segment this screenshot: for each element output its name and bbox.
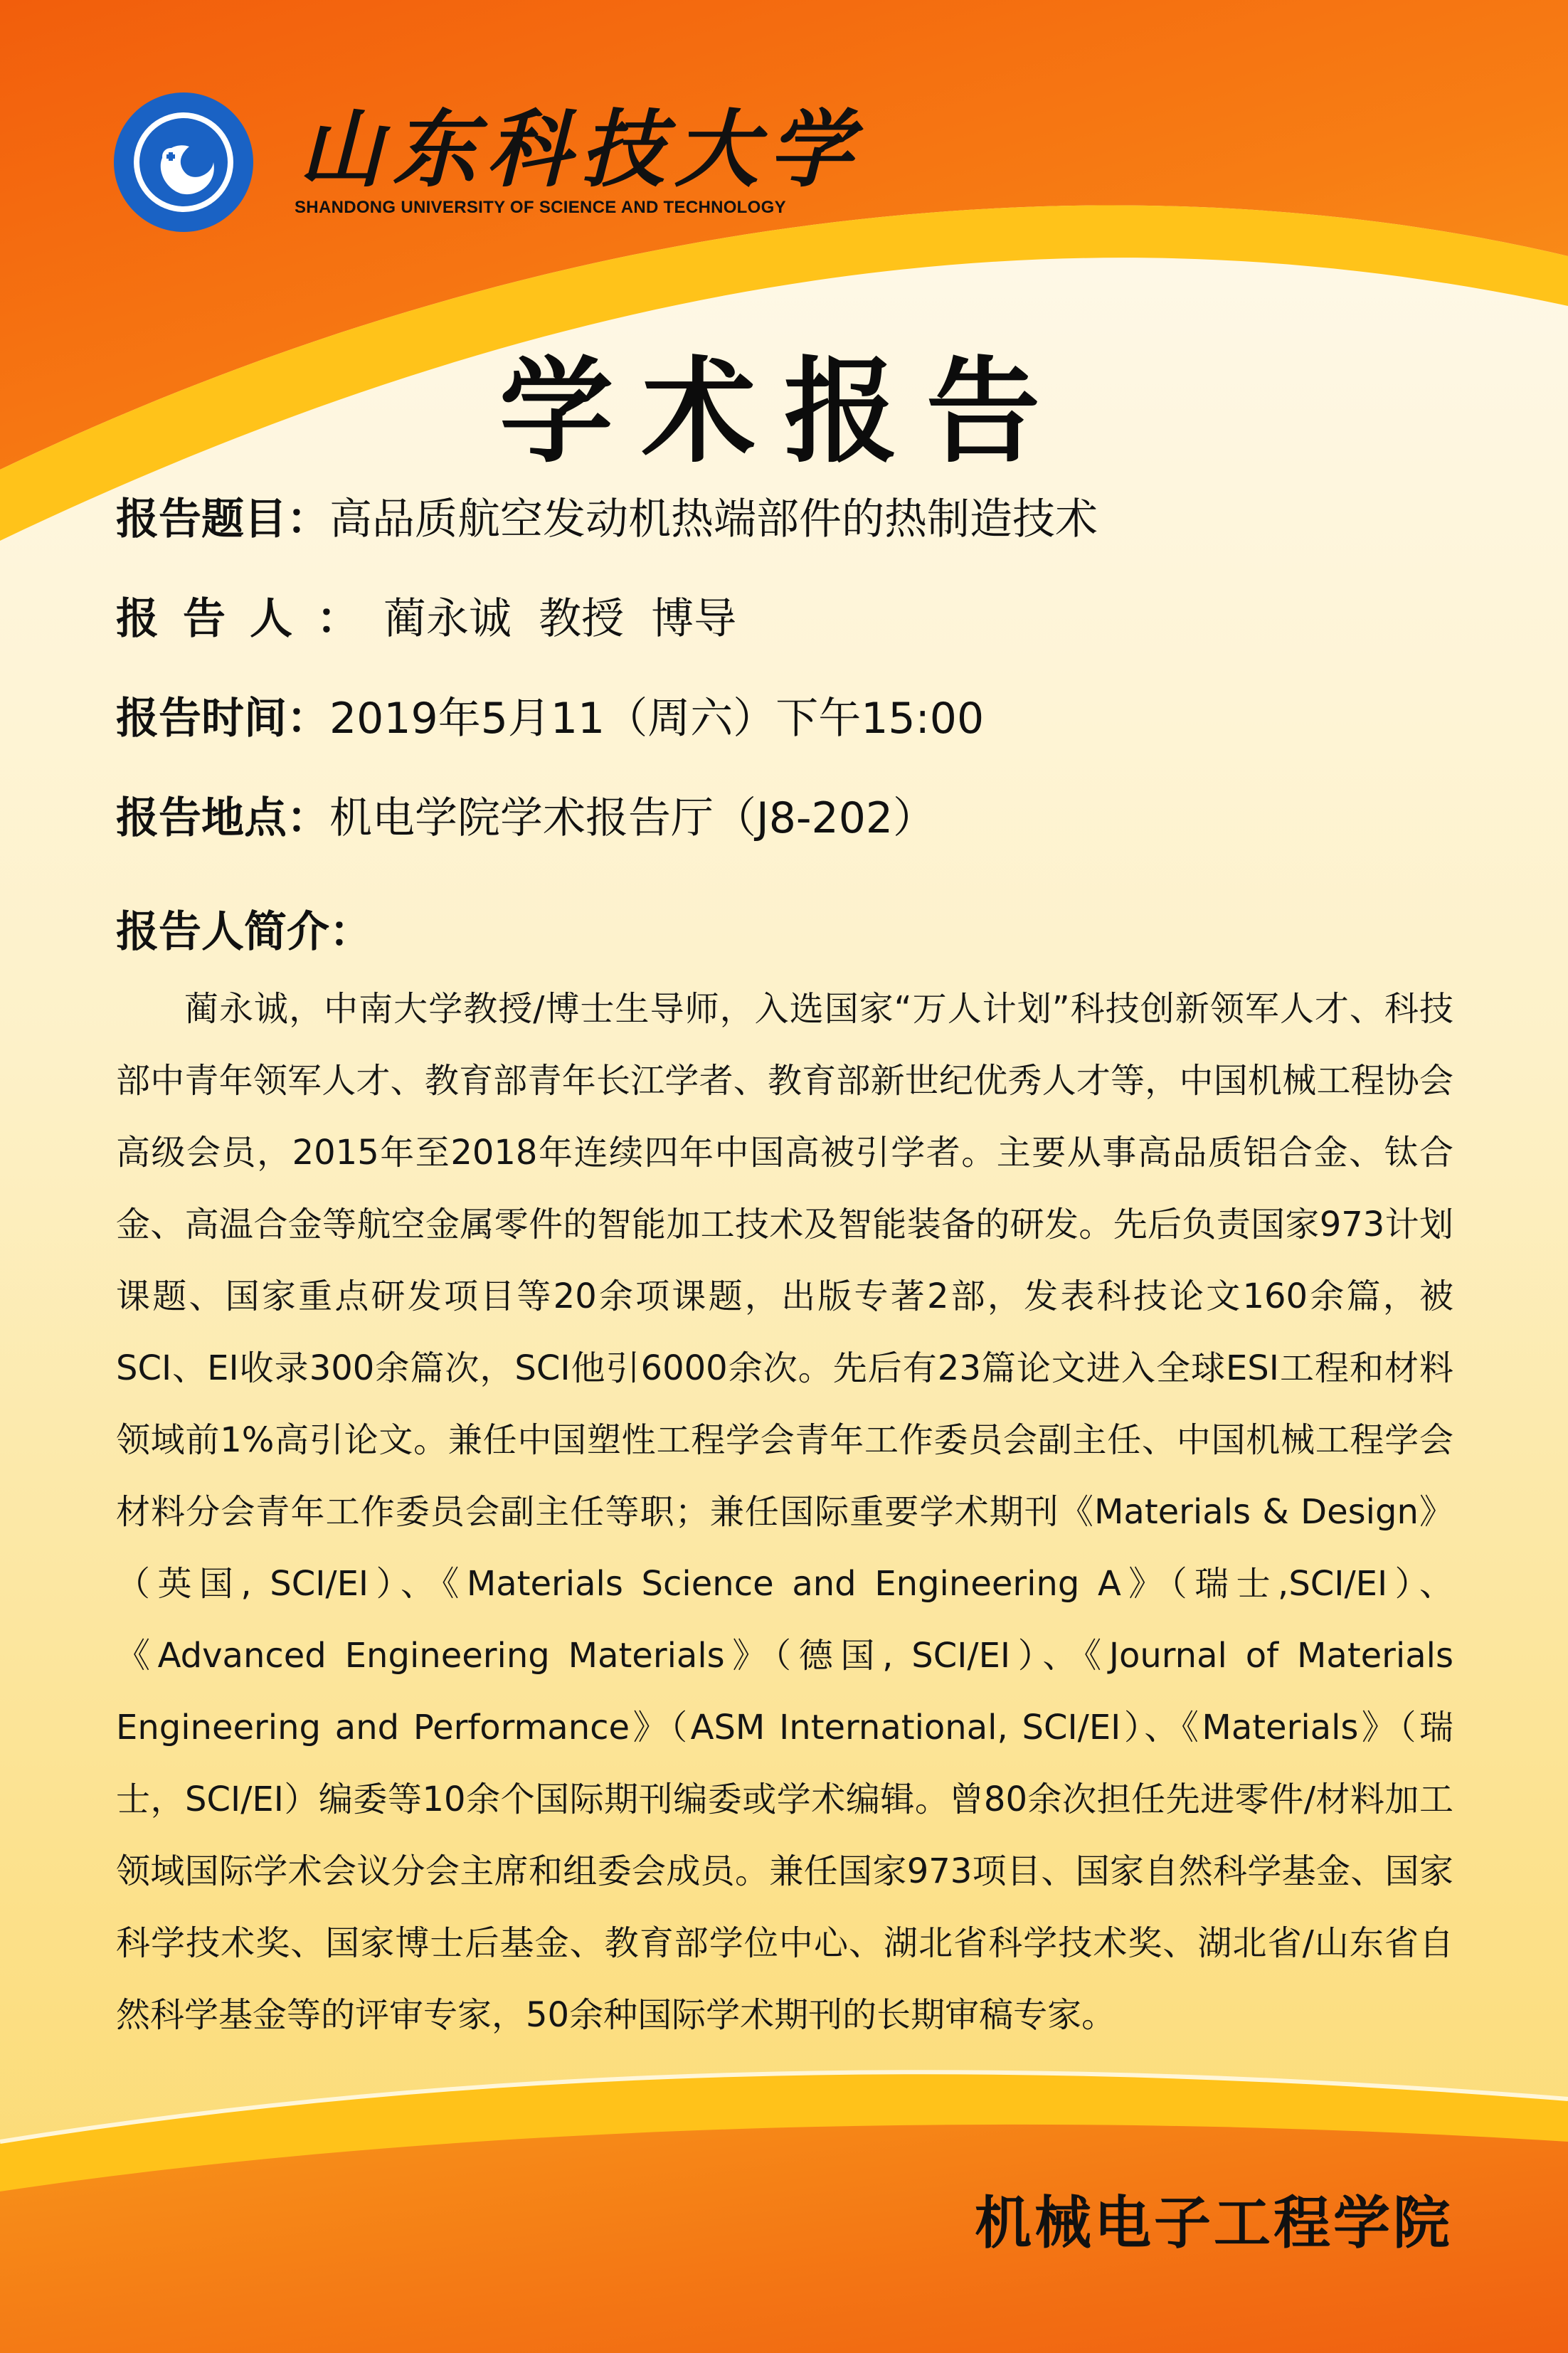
speaker-label: 报告人： bbox=[116, 594, 383, 644]
topic-label: 报告题目： bbox=[116, 495, 329, 544]
place-value: 机电学院学术报告厅（J8-202） bbox=[329, 793, 936, 843]
time-label: 报告时间： bbox=[116, 694, 329, 744]
university-name-cn: 山东科技大学 bbox=[299, 100, 863, 199]
speaker-value: 蔺永诚 教授 博导 bbox=[383, 594, 737, 644]
bio-paragraph: 蔺永诚，中南大学教授/博士生导师，入选国家“万人计划”科技创新领军人才、科技部中青年领军人才、教育部青年长江学者、教育部新世纪优秀人才等，中国机械工程协会高级会员，2015年至2018年连续四年中国高被引学者。主要从事高品质铝合金、钛合金、高温合金等航空金属零件的智能加工技术及智能装备的研发。先后负责国家973计划课题、国家重点研发项目等20余项课题，出版专著2部，发表科技论文160余篇，被SCI、EI收录300余篇次，SCI他引6000余次。先后有23篇论文进入全球ESI工程和材料领域前1%高引论文。兼任中国塑性工程学会青年工作委员会副主任、中国机械工程学会材料分会青年工作委员会副主任等职；兼任国际重要学术期刊《Materials & Design》（英国, SCI/EI）、《Materials Science and Engineering A》（瑞士,SCI/EI）、《Advanced Engineering Materials》（德国, SCI/EI）、《Journal of Materials Engineering and Performance》（ASM International, SCI/EI）、《Materials》（瑞士，SCI/EI）编委等10余个国际期刊编委或学术编辑。曾80余次担任先进零件/材料加工领域国际学术会议分会主席和组委会成员。兼任国家973项目、国家自然科学基金、国家科学技术奖、国家博士后基金、教育部学位中心、湖北省科学技术奖、湖北省/山东省自然科学基金等的评审专家，50余种国际学术期刊的长期审稿专家。 bbox=[116, 989, 1453, 2035]
bio-heading: 报告人简介： bbox=[116, 907, 372, 957]
poster-title: 学术报告 bbox=[499, 345, 1069, 478]
department-name: 机械电子工程学院 bbox=[975, 2190, 1453, 2256]
topic-value: 高品质航空发动机热端部件的热制造技术 bbox=[329, 495, 1098, 544]
university-name-en: SHANDONG UNIVERSITY OF SCIENCE AND TECHNOLOGY bbox=[295, 198, 786, 217]
place-label: 报告地点： bbox=[116, 793, 329, 843]
info-row-topic bbox=[116, 495, 1098, 544]
info-row-speaker bbox=[116, 594, 737, 644]
time-value: 2019年5月11（周六）下午15:00 bbox=[329, 694, 985, 744]
university-emblem-icon bbox=[112, 91, 255, 233]
info-row-time bbox=[116, 694, 985, 744]
info-row-place bbox=[116, 793, 936, 843]
